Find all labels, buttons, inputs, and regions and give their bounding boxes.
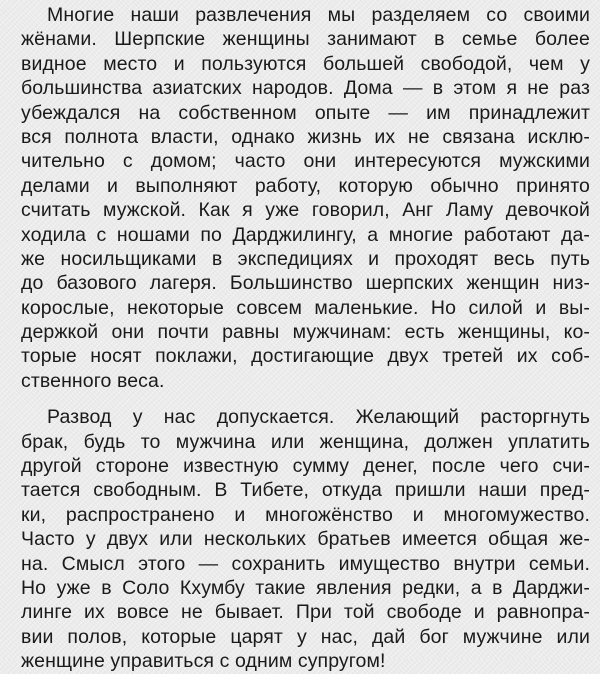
text-line: Развод у нас допускается. Желающий расторгнуть (47, 406, 590, 429)
text-line: держкой они почти равны мужчинам: есть женщины, ко- (21, 321, 590, 344)
text-line: брак, будь то мужчина или женщина, должен уплатить (21, 430, 590, 453)
text-line: вии полов, которые царят у нас, дай бог мужчине или (21, 625, 590, 648)
text-line: тается свободным. В Тибете, откуда пришли наши пред- (21, 479, 590, 502)
text-line: Многие наши развлечения мы разделяем со своими (47, 4, 590, 26)
text-line: считать мужской. Как я уже говорил, Анг Ламу девочкой (21, 199, 590, 222)
paragraph-1 (21, 3, 590, 393)
text-line: видное место и пользуются большей свободой, чем у (21, 52, 590, 75)
text-line: на. Смысл этого — сохранить имущество внутри семьи. (21, 552, 590, 575)
text-line: женщине управиться с одним супругом! (21, 650, 386, 673)
text-line: большинства азиатских народов. Дома — в этом я не раз (21, 77, 590, 100)
text-line: ственного веса. (21, 369, 165, 392)
text-line: до базового лагеря. Большинство шерпских женщин низ- (21, 272, 590, 295)
text-line: ходила с ношами по Дарджилингу, а многие работают да- (21, 223, 590, 246)
text-line: делами и выполняют работу, которую обычно принято (21, 174, 590, 197)
text-line: чительно с домом; часто они интересуются мужскими (21, 150, 590, 173)
text-line: корослые, некоторые совсем маленькие. Но силой и вы- (21, 296, 590, 319)
paragraph-2 (21, 405, 590, 673)
text-line: жёнами. Шерпские женщины занимают в семье более (21, 28, 590, 51)
text-line: вся полнота власти, однако жизнь их не связана исклю- (21, 125, 590, 148)
paragraph-gap (21, 393, 590, 405)
text-line: Часто у двух или нескольких братьев имеется общая же- (21, 528, 590, 551)
text-line: Но уже в Соло Кхумбу такие явления редки, а в Дарджи- (21, 576, 590, 599)
text-line: другой стороне известную сумму денег, после чего счи- (21, 455, 590, 478)
text-line: убеждался на собственном опыте — им принадлежит (21, 101, 590, 124)
text-line: ки, распространено и многожёнство и многомужество. (21, 503, 590, 526)
text-line: линге их вовсе не бывает. При той свободе и равнопра- (21, 601, 590, 624)
text-line: же носильщиками в экспедициях и проходят весь путь (21, 247, 590, 270)
text-line: торые носят поклажи, достигающие двух третей их соб- (21, 345, 590, 368)
